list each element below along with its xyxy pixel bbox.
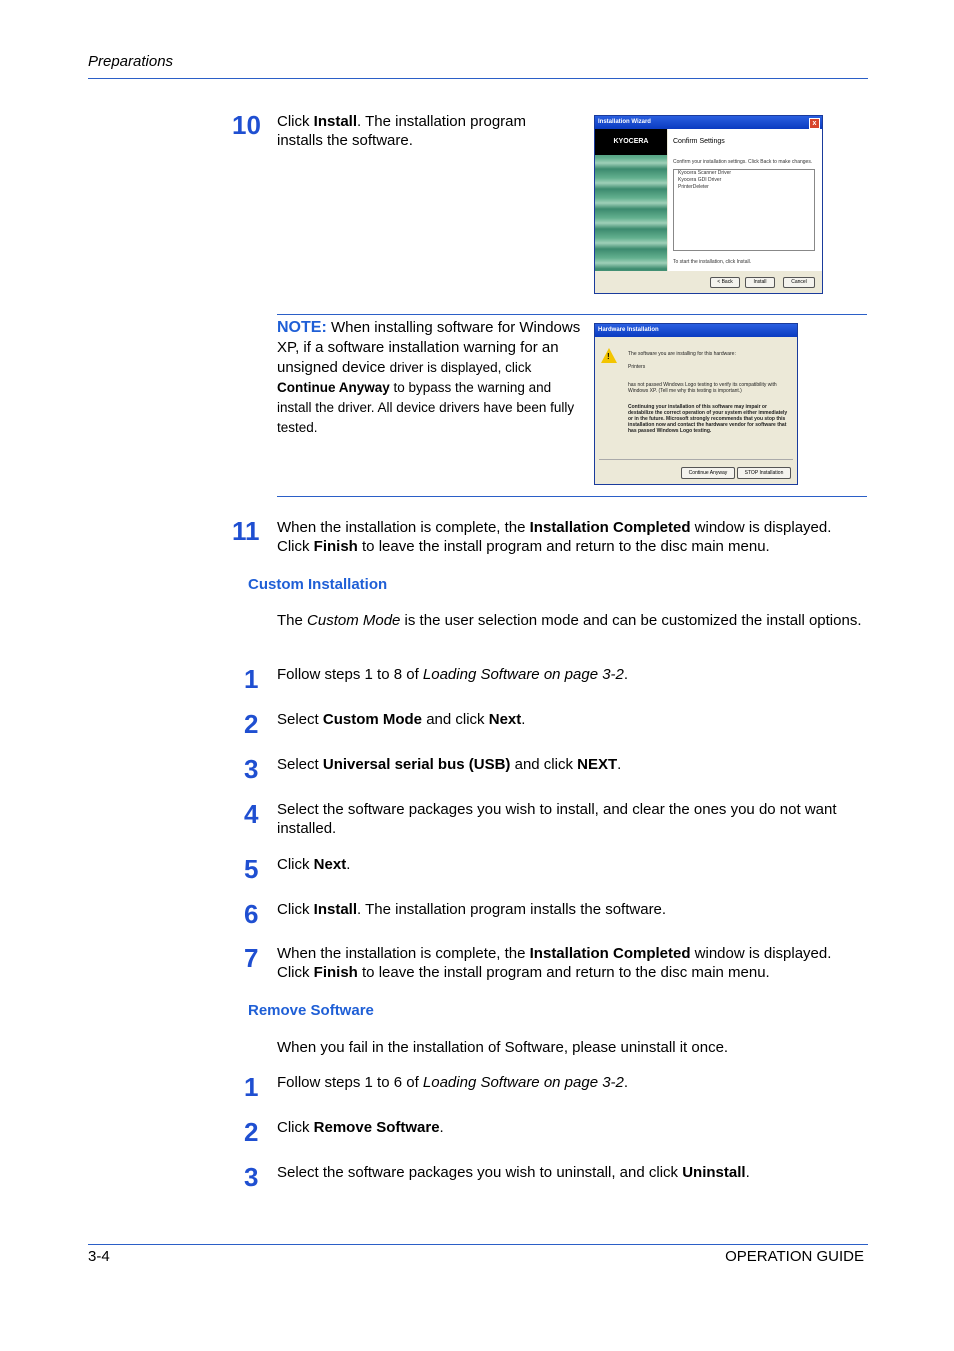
note-label: NOTE: — [277, 319, 327, 336]
section-intro: When you fail in the installation of Software, please uninstall it once. — [277, 1039, 729, 1056]
step-number: 1 — [244, 1072, 259, 1102]
hw-line: has not passed Windows Logo testing to verify its compatibility with Windows XP. (Tell me why this testing is important.) — [628, 382, 777, 394]
hardware-installation-screenshot — [594, 323, 798, 485]
list-item: PrinterDeleter — [678, 184, 709, 190]
step-text: Select the software packages you wish to install, and clear the ones you do not want installed. — [277, 801, 837, 837]
install-button: Install — [745, 277, 775, 288]
step-number: 5 — [244, 854, 259, 884]
section-heading: Remove Software — [248, 1002, 374, 1019]
step-number: 1 — [244, 664, 259, 694]
step-text: When the installation is complete, the Installation Completed window is displayed. Click Finish to leave the install program and return to the disc main menu. — [277, 945, 832, 981]
step-number: 2 — [244, 1117, 259, 1147]
list-item: Kyocera GDI Driver — [678, 177, 722, 183]
header-rule — [88, 78, 868, 79]
close-icon: x — [809, 118, 820, 129]
warning-mark: ! — [607, 352, 610, 361]
step-text: Select Custom Mode and click Next. — [277, 711, 526, 728]
step-number: 11 — [232, 516, 260, 546]
step-number: 7 — [244, 943, 259, 973]
wizard-heading: Confirm Settings — [673, 138, 725, 145]
note-bottom-rule — [277, 496, 867, 497]
step-text: Follow steps 1 to 8 of Loading Software on page 3-2. — [277, 666, 629, 683]
step-text: Click Install. The installation program installs the software. — [277, 113, 527, 149]
running-header: Preparations — [88, 53, 174, 70]
step-number: 10 — [232, 110, 261, 140]
section-intro: The Custom Mode is the user selection mode and can be customized the install options. — [277, 612, 862, 629]
wizard-hint: To start the installation, click Install. — [673, 259, 752, 265]
guide-title: OPERATION GUIDE — [725, 1248, 864, 1265]
step-text: Click Install. The installation program installs the software. — [277, 901, 667, 918]
wizard-titlebar — [595, 116, 822, 129]
hardware-titlebar: Hardware Installation — [595, 324, 797, 337]
step-text: Select the software packages you wish to uninstall, and click Uninstall. — [277, 1164, 750, 1181]
list-item: Kyocera Scanner Driver — [678, 170, 732, 176]
note-top-rule — [277, 314, 867, 315]
stop-installation-button: STOP Installation — [737, 467, 791, 479]
step-text: When the installation is complete, the Installation Completed window is displayed. Click Finish to leave the install program and return to the disc main menu. — [277, 519, 832, 555]
cancel-button: Cancel — [783, 277, 815, 288]
step-number: 3 — [244, 1162, 259, 1192]
wizard-description: Confirm your installation settings. Click Back to make changes. — [673, 159, 813, 165]
wizard-settings-list — [673, 169, 815, 251]
hw-line: The software you are installing for this hardware: — [628, 351, 736, 357]
step-number: 2 — [244, 709, 259, 739]
wizard-content — [668, 129, 822, 271]
hw-warning-text: Continuing your installation of this software may impair or destabilize the correct operation of your system either immediately or in the future. Microsoft strongly recommends that you stop this installation now and contact the hardware vendor for software that has passed Windows Logo testing. — [628, 404, 788, 434]
hw-line: Printers — [628, 364, 646, 370]
continue-anyway-button: Continue Anyway — [681, 467, 735, 479]
divider — [599, 459, 793, 460]
installation-wizard-screenshot — [594, 115, 823, 294]
step-number: 6 — [244, 899, 259, 929]
step-number: 3 — [244, 754, 259, 784]
step-text: Follow steps 1 to 6 of Loading Software on page 3-2. — [277, 1074, 629, 1091]
section-heading: Custom Installation — [248, 576, 388, 593]
note-text: NOTE: When installing software for Windows XP, if a software installation warning for an unsigned device driver is displayed, click Continue Anyway to bypass the warning and install the driver. All device drivers have been fully tested. — [277, 319, 581, 435]
wizard-title: Installation Wizard — [598, 119, 651, 125]
back-button: < Back — [710, 277, 740, 288]
step-number: 4 — [244, 799, 259, 829]
step-text: Click Next. — [277, 856, 351, 873]
step-text: Click Remove Software. — [277, 1119, 444, 1136]
page-number: 3-4 — [88, 1248, 110, 1265]
kyocera-logo: KYOCERA — [595, 129, 667, 155]
step-text: Select Universal serial bus (USB) and click NEXT. — [277, 756, 622, 773]
footer-rule — [88, 1244, 868, 1245]
